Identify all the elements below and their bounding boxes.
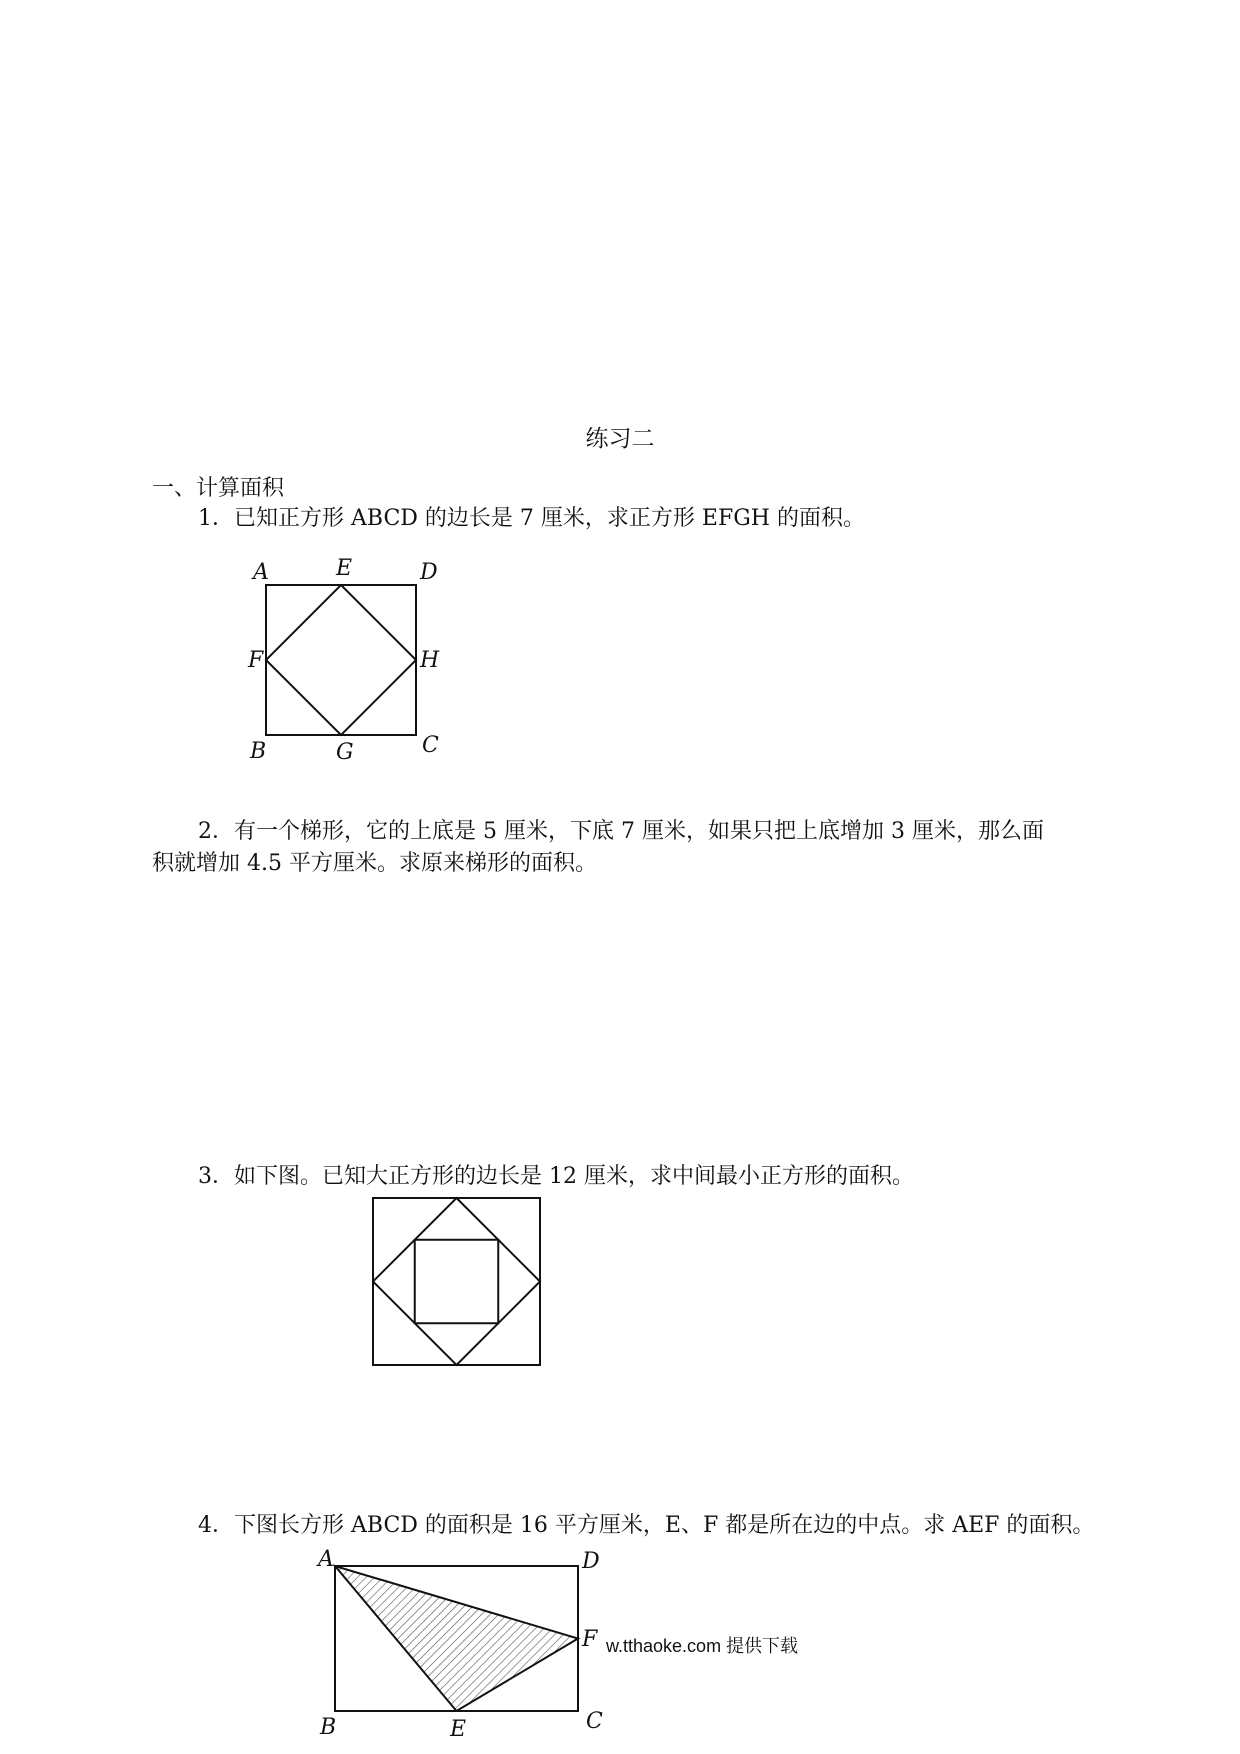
label-b: B <box>320 1715 337 1740</box>
problem-2-line-2: 积就增加 4.5 平方厘米。求原来梯形的面积。 <box>152 851 597 876</box>
label-f: F <box>582 1627 598 1652</box>
problem-2-line-1: 2．有一个梯形，它的上底是 5 厘米，下底 7 厘米，如果只把上底增加 3 厘米，那么面 <box>198 819 1044 844</box>
problem-1-figure <box>240 550 450 770</box>
problem-3-text: 3．如下图。已知大正方形的边长是 12 厘米，求中间最小正方形的面积。 <box>198 1164 914 1189</box>
problem-3-figure <box>372 1196 552 1376</box>
watermark-text: w.tthaoke.com 提供下载 <box>606 1636 799 1656</box>
label-c: C <box>422 733 439 758</box>
label-a: A <box>253 560 269 585</box>
square-abcd <box>266 585 416 735</box>
problem-4-text: 4．下图长方形 ABCD 的面积是 16 平方厘米，E、F 都是所在边的中点。求 AEF 的面积。 <box>198 1513 1095 1538</box>
label-d: D <box>420 560 438 585</box>
label-c: C <box>586 1709 603 1734</box>
page-title: 练习二 <box>585 426 655 452</box>
label-a: A <box>318 1547 334 1572</box>
square-efgh <box>266 585 416 735</box>
problem-1-text: 1．已知正方形 ABCD 的边长是 7 厘米，求正方形 EFGH 的面积。 <box>198 506 865 531</box>
smallest-square <box>415 1240 499 1324</box>
large-square <box>373 1198 540 1365</box>
label-g: G <box>336 740 354 765</box>
middle-square <box>373 1198 540 1365</box>
label-e: E <box>450 1717 467 1742</box>
label-e: E <box>336 556 353 581</box>
label-b: B <box>250 739 267 764</box>
section-heading: 一、计算面积 <box>152 476 285 501</box>
triangle-aef <box>335 1566 578 1711</box>
label-d: D <box>582 1549 600 1574</box>
label-h: H <box>420 648 440 673</box>
label-f: F <box>248 648 264 673</box>
problem-4-figure <box>310 1547 603 1742</box>
